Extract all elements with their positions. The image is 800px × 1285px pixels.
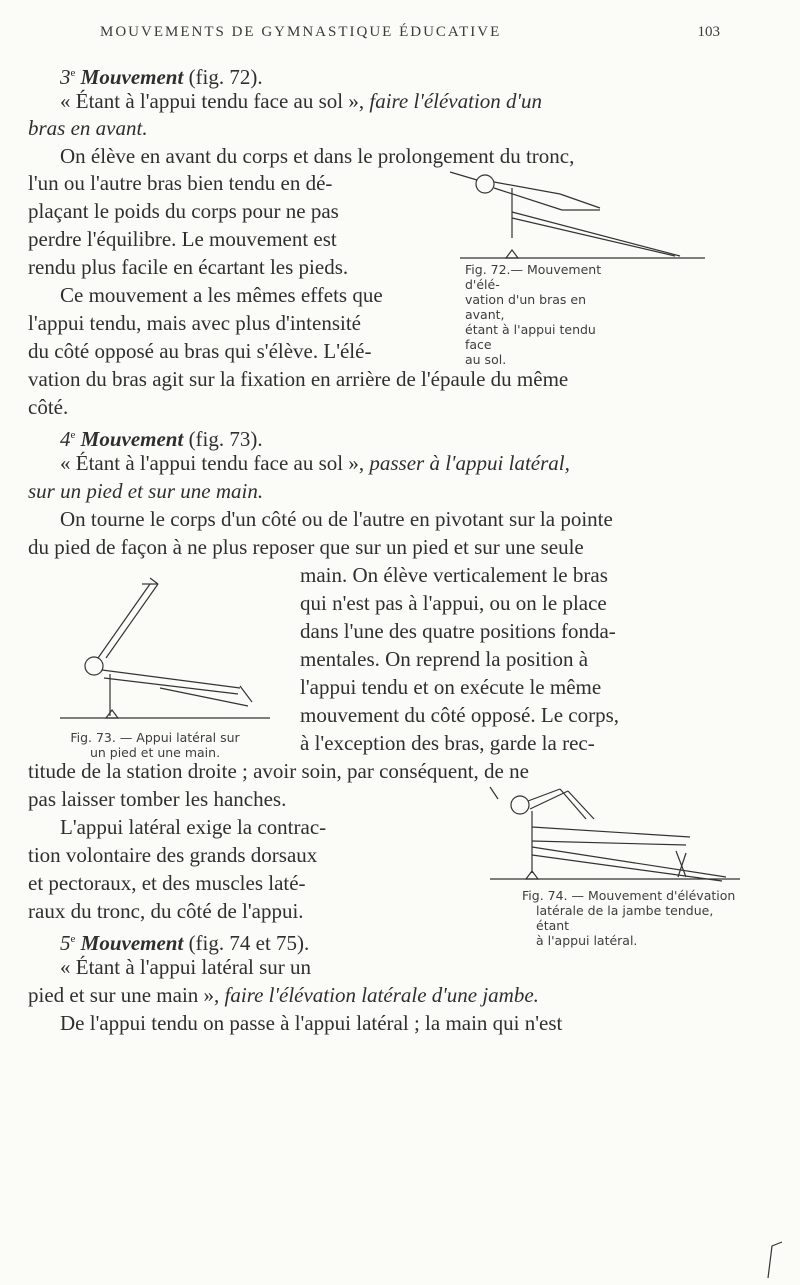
section-3-para-line: du côté opposé au bras qui s'élève. L'élé- [28,339,372,363]
corner-mark-icon [760,1240,790,1280]
figure-73 [40,578,280,698]
section-4-para-line: L'appui latéral exige la contrac- [60,815,327,839]
section-3-quote-cont: bras en avant. [28,116,148,140]
section-3-para-line: l'un ou l'autre bras bien tendu en dé- [28,171,333,195]
figure-72-caption: Fig. 72.— Mouvement d'élé- vation d'un bras en avant, étant à l'appui tendu face au sol. [465,262,602,367]
section-4-para-line: qui n'est pas à l'appui, ou on le place [300,591,607,615]
section-4-para-line: main. On élève verticalement le bras [300,563,608,587]
section-5-quote: « Étant à l'appui latéral sur un [60,955,312,979]
section-3-para-line: plaçant le poids du corps pour ne pas [28,199,339,223]
section-4-para-line: dans l'une des quatre positions fonda- [300,619,616,643]
section-5-para-line: De l'appui tendu on passe à l'appui latéral ; la main qui n'est [60,1011,563,1035]
section-4-heading: 4e Mouvement (fig. 73). [60,427,263,451]
running-title: MOUVEMENTS DE GYMNASTIQUE ÉDUCATIVE [100,24,502,40]
stick-figure-side-plank-leg-raise-icon [490,785,740,895]
section-3-heading: 3e Mouvement (fig. 72). [60,65,263,89]
figure-74 [490,785,740,895]
section-3-para-line: perdre l'équilibre. Le mouvement est [28,227,337,251]
section-5-quote-cont: pied et sur une main », faire l'élévation latérale d'une jambe. [28,983,539,1007]
figure-73-caption: Fig. 73. — Appui latéral sur un pied et une main. [70,730,240,760]
section-4-para-line: à l'exception des bras, garde la rec- [300,731,595,755]
section-3-para-line: Ce mouvement a les mêmes effets que [60,283,383,307]
section-4-para-line: On tourne le corps d'un côté ou de l'autre en pivotant sur la pointe [60,507,613,531]
stick-figure-plank-arm-forward-icon [450,170,700,260]
section-4-para-line: titude de la station droite ; avoir soin, par conséquent, de ne [28,759,529,783]
section-3-para-line: rendu plus facile en écartant les pieds. [28,255,349,279]
figure-74-caption: Fig. 74. — Mouvement d'élévation latérale de la jambe tendue, étant à l'appui latéral. [522,888,736,948]
section-3-para-line: On élève en avant du corps et dans le prolongement du tronc, [60,144,575,168]
section-3-para-line: côté. [28,395,69,419]
page-number: 103 [697,24,720,40]
section-4-para-line: du pied de façon à ne plus reposer que sur un pied et sur une seule [28,535,584,559]
stick-figure-side-plank-icon [40,578,280,698]
section-5-heading: 5e Mouvement (fig. 74 et 75). [60,931,310,955]
section-4-para-line: l'appui tendu et on exécute le même [300,675,602,699]
section-4-para-line: raux du tronc, du côté de l'appui. [28,899,304,923]
section-4-para-line: mentales. On reprend la position à [300,647,589,671]
running-header [100,24,720,48]
section-4-para-line: et pectoraux, et des muscles laté- [28,871,306,895]
section-4-para-line: mouvement du côté opposé. Le corps, [300,703,619,727]
section-4-para-line: pas laisser tomber les hanches. [28,787,287,811]
section-3-para-line: vation du bras agit sur la fixation en arrière de l'épaule du même [28,367,569,391]
section-3-para-line: l'appui tendu, mais avec plus d'intensité [28,311,361,335]
section-4-quote-cont: sur un pied et sur une main. [28,479,264,503]
section-4-quote: « Étant à l'appui tendu face au sol », passer à l'appui latéral, [60,451,570,475]
section-3-quote: « Étant à l'appui tendu face au sol », faire l'élévation d'un [60,89,543,113]
section-4-para-line: tion volontaire des grands dorsaux [28,843,318,867]
